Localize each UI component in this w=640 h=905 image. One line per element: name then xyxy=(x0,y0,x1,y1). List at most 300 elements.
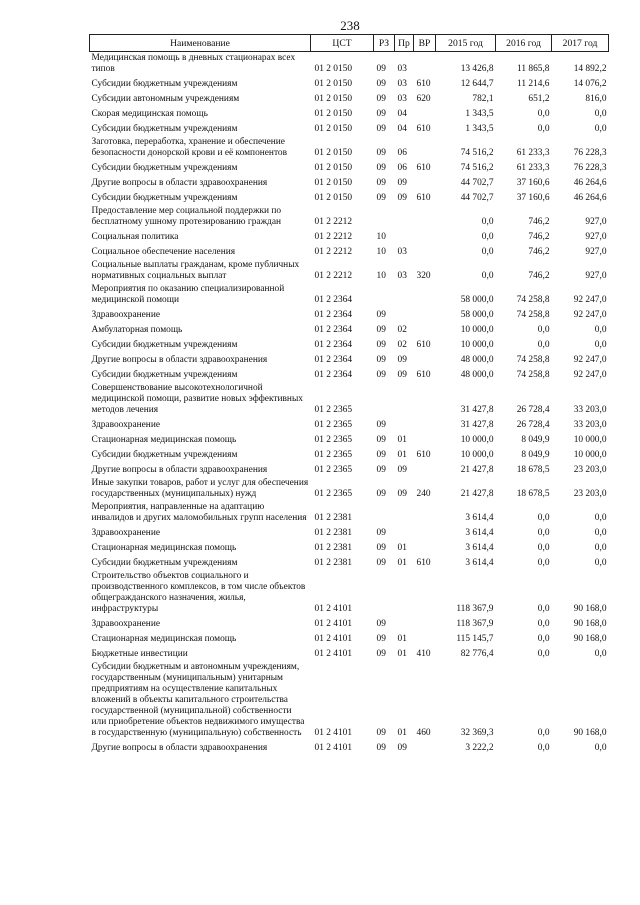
row-name: Субсидии автономным учреждениям xyxy=(91,94,240,104)
row-name: Совершенствование высокотехнологичной медицинской помощи, развитие новых эффективных методов лечения xyxy=(91,383,303,415)
row-value-2016: 8 049,9 xyxy=(521,435,550,445)
row-value-2016: 746,2 xyxy=(528,217,550,227)
row-value-2017: 23 203,0 xyxy=(573,489,607,499)
table-row xyxy=(90,417,609,432)
row-cst: 01 2 4101 xyxy=(314,634,352,644)
row-vr xyxy=(414,501,436,525)
row-name: Здравоохранение xyxy=(91,528,160,538)
row-value-2017: 76 228,3 xyxy=(573,148,607,158)
row-rz: 09 xyxy=(376,528,386,538)
row-rz xyxy=(374,570,395,616)
row-vr: 610 xyxy=(416,193,431,203)
row-value-2017: 92 247,0 xyxy=(573,310,607,320)
row-cst: 01 2 2365 xyxy=(314,420,352,430)
row-value-2015: 3 222,2 xyxy=(465,743,494,753)
row-name: Заготовка, переработка, хранение и обеспечение безопасности донорской крови и её компонентов xyxy=(91,137,288,158)
row-rz: 09 xyxy=(376,163,386,173)
row-value-2016: 0,0 xyxy=(537,513,550,523)
header-rz: РЗ xyxy=(374,35,395,52)
row-value-2017: 0,0 xyxy=(594,325,607,335)
row-value-2015: 1 343,5 xyxy=(465,109,494,119)
row-name: Здравоохранение xyxy=(91,310,160,320)
row-name: Другие вопросы в области здравоохранения xyxy=(91,178,268,188)
row-value-2015: 3 614,4 xyxy=(465,513,494,523)
row-cst: 01 2 4101 xyxy=(314,619,352,629)
row-value-2015: 10 000,0 xyxy=(460,435,494,445)
row-value-2016: 18 678,5 xyxy=(516,489,550,499)
row-rz xyxy=(374,382,395,417)
row-value-2016: 746,2 xyxy=(528,232,550,242)
row-value-2017: 0,0 xyxy=(594,340,607,350)
table-row xyxy=(90,352,609,367)
row-rz: 09 xyxy=(376,450,386,460)
row-cst: 01 2 2365 xyxy=(314,450,352,460)
table-row xyxy=(90,175,609,190)
row-value-2016: 18 678,5 xyxy=(516,465,550,475)
row-pr xyxy=(395,229,414,244)
row-name: Стационарная медицинская помощь xyxy=(91,634,237,644)
row-pr: 04 xyxy=(397,124,407,134)
row-value-2015: 31 427,8 xyxy=(460,405,494,415)
row-rz: 10 xyxy=(376,232,386,242)
table-row xyxy=(90,91,609,106)
row-cst: 01 2 2364 xyxy=(314,310,352,320)
row-cst: 01 2 2364 xyxy=(314,370,352,380)
row-cst: 01 2 4101 xyxy=(314,728,352,738)
row-rz: 09 xyxy=(376,420,386,430)
row-pr: 09 xyxy=(397,743,407,753)
row-value-2016: 0,0 xyxy=(537,619,550,629)
row-value-2016: 0,0 xyxy=(537,109,550,119)
row-value-2017: 927,0 xyxy=(585,247,607,257)
row-rz: 09 xyxy=(376,310,386,320)
row-value-2016: 74 258,8 xyxy=(516,310,550,320)
row-cst: 01 2 2212 xyxy=(314,232,352,242)
row-pr: 09 xyxy=(397,465,407,475)
row-vr: 620 xyxy=(416,94,431,104)
row-value-2015: 0,0 xyxy=(481,271,494,281)
table-row xyxy=(90,307,609,322)
row-pr: 01 xyxy=(397,558,407,568)
row-value-2017: 46 264,6 xyxy=(573,178,607,188)
row-value-2017: 76 228,3 xyxy=(573,163,607,173)
row-vr: 610 xyxy=(416,124,431,134)
row-value-2016: 0,0 xyxy=(537,340,550,350)
row-name: Субсидии бюджетным учреждениям xyxy=(91,558,238,568)
row-vr: 610 xyxy=(416,340,431,350)
row-rz: 09 xyxy=(376,355,386,365)
row-name: Другие вопросы в области здравоохранения xyxy=(91,743,268,753)
header-vr: ВР xyxy=(414,35,436,52)
row-name: Субсидии бюджетным учреждениям xyxy=(91,450,238,460)
row-cst: 01 2 0150 xyxy=(314,193,352,203)
row-cst: 01 2 2212 xyxy=(314,217,352,227)
row-name: Бюджетные инвестиции xyxy=(91,649,188,659)
row-rz xyxy=(374,205,395,229)
row-cst: 01 2 0150 xyxy=(314,64,352,74)
row-vr xyxy=(414,352,436,367)
row-cst: 01 2 0150 xyxy=(314,148,352,158)
row-rz: 10 xyxy=(376,271,386,281)
row-value-2015: 3 614,4 xyxy=(465,543,494,553)
table-row xyxy=(90,555,609,570)
row-name: Мероприятия по оказанию специализированной медицинской помощи xyxy=(91,284,285,305)
row-value-2015: 115 145,7 xyxy=(456,634,494,644)
row-value-2016: 0,0 xyxy=(537,634,550,644)
table-row xyxy=(90,540,609,555)
row-cst: 01 2 2365 xyxy=(314,435,352,445)
row-value-2016: 74 258,8 xyxy=(516,295,550,305)
row-name: Строительство объектов социального и производственного комплексов, в том числе объектов общегражданского назначения, жилья, инфраструктуры xyxy=(91,571,306,614)
row-name: Социальные выплаты гражданам, кроме публичных нормативных социальных выплат xyxy=(91,260,300,281)
row-value-2016: 11 214,6 xyxy=(517,79,550,89)
row-rz: 09 xyxy=(376,178,386,188)
row-value-2015: 10 000,0 xyxy=(460,325,494,335)
row-value-2017: 0,0 xyxy=(594,528,607,538)
row-value-2015: 10 000,0 xyxy=(460,450,494,460)
row-rz: 09 xyxy=(376,543,386,553)
row-pr: 02 xyxy=(397,340,407,350)
row-value-2017: 927,0 xyxy=(585,217,607,227)
row-cst: 01 2 2365 xyxy=(314,465,352,475)
row-value-2016: 651,2 xyxy=(528,94,550,104)
table-row xyxy=(90,76,609,91)
row-vr: 460 xyxy=(416,728,431,738)
row-value-2016: 37 160,6 xyxy=(516,178,550,188)
row-rz xyxy=(374,283,395,307)
row-rz: 09 xyxy=(376,634,386,644)
row-value-2015: 10 000,0 xyxy=(460,340,494,350)
row-rz: 09 xyxy=(376,64,386,74)
row-pr: 02 xyxy=(397,325,407,335)
row-value-2017: 92 247,0 xyxy=(573,295,607,305)
row-vr xyxy=(414,244,436,259)
row-pr: 01 xyxy=(397,543,407,553)
row-pr xyxy=(395,307,414,322)
row-name: Амбулаторная помощь xyxy=(91,325,183,335)
row-cst: 01 2 2381 xyxy=(314,543,352,553)
row-pr: 06 xyxy=(397,148,407,158)
row-value-2016: 61 233,3 xyxy=(516,163,550,173)
row-cst: 01 2 0150 xyxy=(314,163,352,173)
row-value-2017: 33 203,0 xyxy=(573,420,607,430)
row-vr: 320 xyxy=(416,271,431,281)
row-cst: 01 2 2364 xyxy=(314,340,352,350)
table-row xyxy=(90,136,609,160)
row-name: Медицинская помощь в дневных стационарах всех типов xyxy=(91,53,296,74)
row-name: Субсидии бюджетным учреждениям xyxy=(91,193,238,203)
row-rz xyxy=(374,501,395,525)
row-rz: 09 xyxy=(376,558,386,568)
row-value-2017: 14 892,2 xyxy=(573,64,607,74)
header-2017: 2017 год xyxy=(552,35,609,52)
table-body xyxy=(90,52,609,756)
row-value-2016: 61 233,3 xyxy=(516,148,550,158)
row-vr: 240 xyxy=(416,489,431,499)
header-pr: Пр xyxy=(395,35,414,52)
row-value-2015: 0,0 xyxy=(481,232,494,242)
row-value-2017: 0,0 xyxy=(594,649,607,659)
row-name: Другие вопросы в области здравоохранения xyxy=(91,355,268,365)
row-pr xyxy=(395,570,414,616)
row-cst: 01 2 0150 xyxy=(314,79,352,89)
row-value-2015: 0,0 xyxy=(481,247,494,257)
row-vr xyxy=(414,307,436,322)
row-cst: 01 2 4101 xyxy=(314,743,352,753)
table-row xyxy=(90,447,609,462)
row-vr: 610 xyxy=(416,79,431,89)
row-value-2017: 90 168,0 xyxy=(573,619,607,629)
row-value-2016: 74 258,8 xyxy=(516,370,550,380)
page-number: 238 xyxy=(340,18,360,33)
row-name: Субсидии бюджетным учреждениям xyxy=(91,124,238,134)
row-value-2017: 927,0 xyxy=(585,232,607,242)
row-cst: 01 2 2381 xyxy=(314,513,352,523)
row-pr: 01 xyxy=(397,435,407,445)
row-pr xyxy=(395,382,414,417)
row-value-2016: 746,2 xyxy=(528,247,550,257)
row-pr: 01 xyxy=(397,450,407,460)
row-vr xyxy=(414,740,436,755)
row-vr xyxy=(414,283,436,307)
row-value-2016: 0,0 xyxy=(537,743,550,753)
row-rz: 09 xyxy=(376,465,386,475)
row-vr: 410 xyxy=(416,649,431,659)
row-value-2016: 0,0 xyxy=(537,728,550,738)
row-name: Другие вопросы в области здравоохранения xyxy=(91,465,268,475)
table-row xyxy=(90,205,609,229)
table-row xyxy=(90,501,609,525)
row-vr xyxy=(414,525,436,540)
row-pr: 09 xyxy=(397,193,407,203)
row-cst: 01 2 2364 xyxy=(314,325,352,335)
row-value-2017: 46 264,6 xyxy=(573,193,607,203)
row-value-2017: 927,0 xyxy=(585,271,607,281)
header-2016: 2016 год xyxy=(496,35,552,52)
row-value-2017: 90 168,0 xyxy=(573,604,607,614)
row-cst: 01 2 2212 xyxy=(314,247,352,257)
row-cst: 01 2 2365 xyxy=(314,405,352,415)
row-name: Субсидии бюджетным учреждениям xyxy=(91,370,238,380)
row-pr: 06 xyxy=(397,163,407,173)
header-2015: 2015 год xyxy=(436,35,496,52)
row-cst: 01 2 0150 xyxy=(314,124,352,134)
row-pr: 03 xyxy=(397,271,407,281)
table-row xyxy=(90,631,609,646)
row-name: Здравоохранение xyxy=(91,619,160,629)
row-rz: 09 xyxy=(376,370,386,380)
table-row xyxy=(90,432,609,447)
table-row xyxy=(90,229,609,244)
row-vr xyxy=(414,205,436,229)
row-rz: 09 xyxy=(376,193,386,203)
row-rz: 09 xyxy=(376,109,386,119)
row-value-2016: 0,0 xyxy=(537,543,550,553)
row-vr xyxy=(414,462,436,477)
row-value-2015: 1 343,5 xyxy=(465,124,494,134)
row-pr: 03 xyxy=(397,79,407,89)
row-cst: 01 2 0150 xyxy=(314,94,352,104)
row-cst: 01 2 4101 xyxy=(314,649,352,659)
row-value-2015: 782,1 xyxy=(472,94,494,104)
row-pr: 01 xyxy=(397,634,407,644)
row-value-2017: 92 247,0 xyxy=(573,355,607,365)
row-pr: 09 xyxy=(397,178,407,188)
row-value-2017: 816,0 xyxy=(585,94,607,104)
table-row xyxy=(90,740,609,755)
row-value-2016: 0,0 xyxy=(537,528,550,538)
row-rz: 09 xyxy=(376,124,386,134)
row-value-2015: 32 369,3 xyxy=(460,728,494,738)
row-value-2015: 48 000,0 xyxy=(460,370,494,380)
row-name: Социальное обеспечение населения xyxy=(91,247,236,257)
row-pr xyxy=(395,501,414,525)
row-pr: 01 xyxy=(397,728,407,738)
row-vr xyxy=(414,175,436,190)
row-pr: 09 xyxy=(397,355,407,365)
row-rz: 09 xyxy=(376,649,386,659)
row-pr: 03 xyxy=(397,247,407,257)
row-value-2015: 58 000,0 xyxy=(460,310,494,320)
table-row xyxy=(90,337,609,352)
row-value-2017: 10 000,0 xyxy=(573,450,607,460)
row-value-2017: 33 203,0 xyxy=(573,405,607,415)
table-row xyxy=(90,646,609,661)
row-name: Стационарная медицинская помощь xyxy=(91,543,237,553)
table-row xyxy=(90,244,609,259)
table-row xyxy=(90,570,609,616)
row-name: Предоставление мер социальной поддержки по бесплатному ушному протезированию граждан xyxy=(91,206,282,227)
row-vr xyxy=(414,52,436,77)
row-value-2016: 0,0 xyxy=(537,124,550,134)
row-vr xyxy=(414,570,436,616)
row-rz: 09 xyxy=(376,743,386,753)
budget-table xyxy=(89,34,609,755)
row-value-2015: 118 367,9 xyxy=(456,619,494,629)
row-value-2016: 0,0 xyxy=(537,558,550,568)
table-row xyxy=(90,322,609,337)
row-rz: 09 xyxy=(376,325,386,335)
row-value-2015: 21 427,8 xyxy=(460,465,494,475)
table-row xyxy=(90,367,609,382)
table-row xyxy=(90,190,609,205)
row-pr xyxy=(395,525,414,540)
row-value-2015: 44 702,7 xyxy=(460,193,494,203)
row-value-2017: 14 076,2 xyxy=(573,79,607,89)
row-rz: 09 xyxy=(376,148,386,158)
row-value-2016: 74 258,8 xyxy=(516,355,550,365)
row-vr xyxy=(414,616,436,631)
row-pr: 03 xyxy=(397,64,407,74)
row-value-2017: 90 168,0 xyxy=(573,634,607,644)
row-rz: 09 xyxy=(376,489,386,499)
table-row xyxy=(90,52,609,77)
row-vr xyxy=(414,432,436,447)
row-cst: 01 2 2381 xyxy=(314,528,352,538)
row-vr xyxy=(414,136,436,160)
row-value-2015: 82 776,4 xyxy=(460,649,494,659)
row-pr: 03 xyxy=(397,94,407,104)
header-cst: ЦСТ xyxy=(311,35,374,52)
row-name: Скорая медицинская помощь xyxy=(91,109,208,119)
row-rz: 09 xyxy=(376,94,386,104)
row-pr: 09 xyxy=(397,489,407,499)
row-value-2017: 92 247,0 xyxy=(573,370,607,380)
row-value-2016: 746,2 xyxy=(528,271,550,281)
row-value-2015: 21 427,8 xyxy=(460,489,494,499)
table-row xyxy=(90,382,609,417)
row-name: Субсидии бюджетным учреждениям xyxy=(91,340,238,350)
row-vr xyxy=(414,106,436,121)
table-row xyxy=(90,525,609,540)
row-value-2015: 3 614,4 xyxy=(465,528,494,538)
row-value-2016: 26 728,4 xyxy=(516,420,550,430)
row-value-2017: 23 203,0 xyxy=(573,465,607,475)
row-name: Субсидии бюджетным учреждениям xyxy=(91,163,238,173)
row-vr xyxy=(414,322,436,337)
row-cst: 01 2 2364 xyxy=(314,295,352,305)
row-value-2017: 90 168,0 xyxy=(573,728,607,738)
row-vr: 610 xyxy=(416,163,431,173)
row-name: Субсидии бюджетным учреждениям xyxy=(91,79,238,89)
row-cst: 01 2 2381 xyxy=(314,558,352,568)
row-pr: 04 xyxy=(397,109,407,119)
row-value-2017: 0,0 xyxy=(594,558,607,568)
table-row xyxy=(90,160,609,175)
row-value-2015: 74 516,2 xyxy=(460,163,494,173)
row-pr xyxy=(395,283,414,307)
row-rz: 09 xyxy=(376,619,386,629)
table-row xyxy=(90,121,609,136)
row-vr: 610 xyxy=(416,450,431,460)
table-row xyxy=(90,462,609,477)
row-cst: 01 2 2365 xyxy=(314,489,352,499)
row-cst: 01 2 4101 xyxy=(314,604,352,614)
row-name: Субсидии бюджетным и автономным учреждениям, государственным (муниципальным) унитарным предприятиям на осуществление капитальных вложений в объекты капитального строительства государственной (муниципальной) собственности или приобретение объектов недвижимого имущества в государственную (муниципальную) собственность xyxy=(91,662,305,738)
row-cst: 01 2 0150 xyxy=(314,178,352,188)
row-value-2015: 118 367,9 xyxy=(456,604,494,614)
row-name: Стационарная медицинская помощь xyxy=(91,435,237,445)
row-value-2017: 0,0 xyxy=(594,513,607,523)
row-cst: 01 2 2212 xyxy=(314,271,352,281)
row-value-2015: 58 000,0 xyxy=(460,295,494,305)
row-name: Социальная политика xyxy=(91,232,179,242)
row-value-2017: 10 000,0 xyxy=(573,435,607,445)
table-row xyxy=(90,477,609,501)
row-name: Мероприятия, направленные на адаптацию инвалидов и других маломобильных групп населения xyxy=(91,502,307,523)
row-value-2015: 31 427,8 xyxy=(460,420,494,430)
table-row xyxy=(90,661,609,740)
row-pr xyxy=(395,417,414,432)
row-value-2016: 0,0 xyxy=(537,325,550,335)
row-value-2016: 0,0 xyxy=(537,604,550,614)
row-value-2016: 11 865,8 xyxy=(517,64,550,74)
row-pr: 09 xyxy=(397,370,407,380)
row-vr xyxy=(414,540,436,555)
table-row xyxy=(90,106,609,121)
row-value-2015: 48 000,0 xyxy=(460,355,494,365)
row-rz: 09 xyxy=(376,728,386,738)
row-value-2015: 0,0 xyxy=(481,217,494,227)
row-name: Иные закупки товаров, работ и услуг для обеспечения государственных (муниципальных) нужд xyxy=(91,478,309,499)
table-header-row xyxy=(90,35,609,52)
row-cst: 01 2 0150 xyxy=(314,109,352,119)
row-value-2017: 0,0 xyxy=(594,124,607,134)
row-value-2017: 0,0 xyxy=(594,743,607,753)
row-vr xyxy=(414,631,436,646)
row-rz: 09 xyxy=(376,79,386,89)
header-name: Наименование xyxy=(90,35,311,52)
